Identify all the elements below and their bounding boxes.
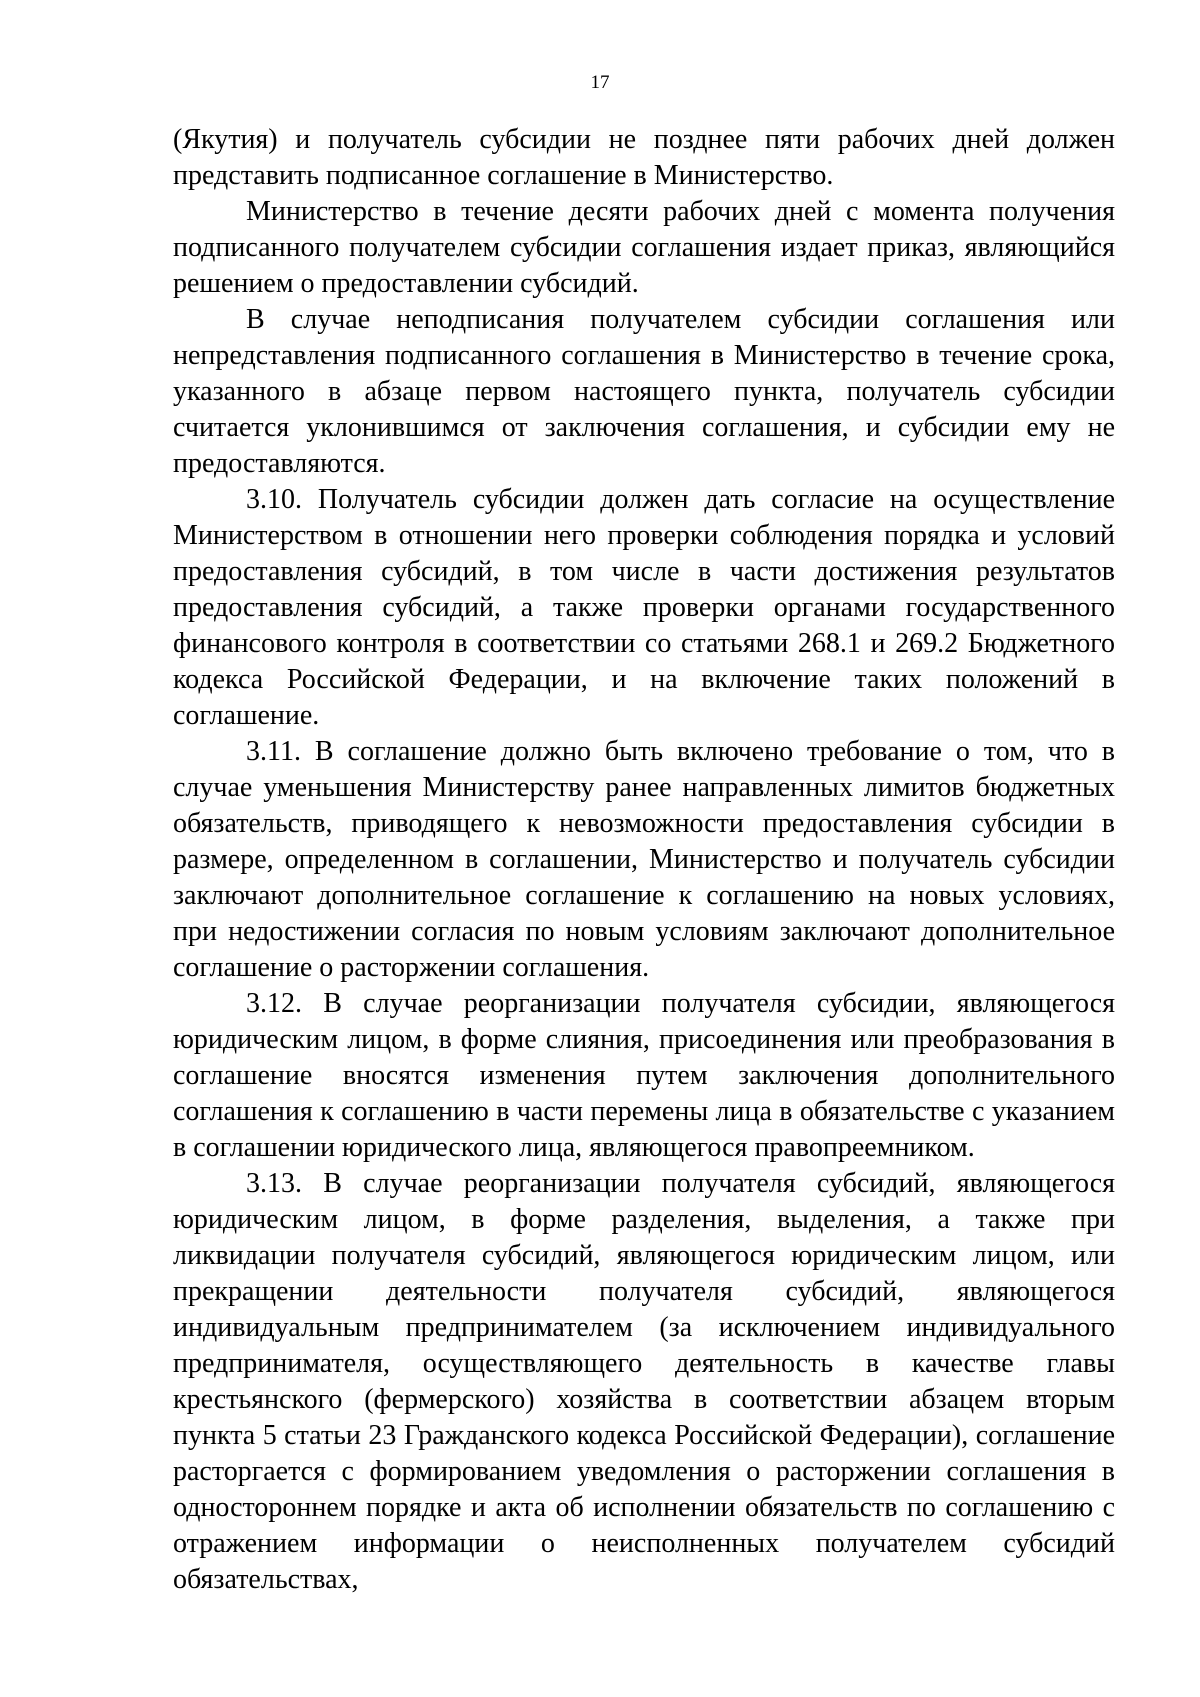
paragraph-non-signing: В случае неподписания получателем субсидии соглашения или непредставления подписанного соглашения в Министерство в течение срока, указанного в абзаце первом настоящего пункта, получатель субсидии считается уклонившимся от заключения соглашения, и субсидии ему не предоставляются. (173, 304, 1115, 479)
paragraph-3-12: 3.12. В случае реорганизации получателя субсидии, являющегося юридическим лицом, в форме слияния, присоединения или преобразования в соглашение вносятся изменения путем заключения дополнительного соглашения к соглашению в части перемены лица в обязательстве с указанием в соглашении юридического лица, являющегося правопреемником. (173, 988, 1115, 1163)
paragraph-3-13: 3.13. В случае реорганизации получателя субсидий, являющегося юридическим лицом, в форме разделения, выделения, а также при ликвидации получателя субсидий, являющегося юридическим лицом, или прекращении деятельности получателя субсидий, являющегося индивидуальным предпринимателем (за исключением индивидуального предпринимателя, осуществляющего деятельность в качестве главы крестьянского (фермерского) хозяйства в соответствии абзацем вторым пункта 5 статьи 23 Гражданского кодекса Российской Федерации), соглашение расторгается с формированием уведомления о расторжении соглашения в одностороннем порядке и акта об исполнении обязательств по соглашению с отражением информации о неисполненных получателем субсидий обязательствах, (173, 1168, 1115, 1595)
document-body (173, 122, 1115, 1598)
paragraph-continuation: (Якутия) и получатель субсидии не позднее пяти рабочих дней должен представить подписанное соглашение в Министерство. (173, 124, 1115, 191)
page-number: 17 (590, 72, 610, 93)
paragraph-3-11: 3.11. В соглашение должно быть включено требование о том, что в случае уменьшения Министерству ранее направленных лимитов бюджетных обязательств, приводящего к невозможности предоставления субсидии в размере, определенном в соглашении, Министерство и получатель субсидии заключают дополнительное соглашение к соглашению на новых условиях, при недостижении согласия по новым условиям заключают дополнительное соглашение о расторжении соглашения. (173, 736, 1115, 983)
paragraph-ministry-order: Министерство в течение десяти рабочих дней с момента получения подписанного получателем субсидии соглашения издает приказ, являющийся решением о предоставлении субсидий. (173, 196, 1115, 299)
paragraph-3-10: 3.10. Получатель субсидии должен дать согласие на осуществление Министерством в отношении него проверки соблюдения порядка и условий предоставления субсидий, в том числе в части достижения результатов предоставления субсидий, а также проверки органами государственного финансового контроля в соответствии со статьями 268.1 и 269.2 Бюджетного кодекса Российской Федерации, и на включение таких положений в соглашение. (173, 484, 1115, 731)
